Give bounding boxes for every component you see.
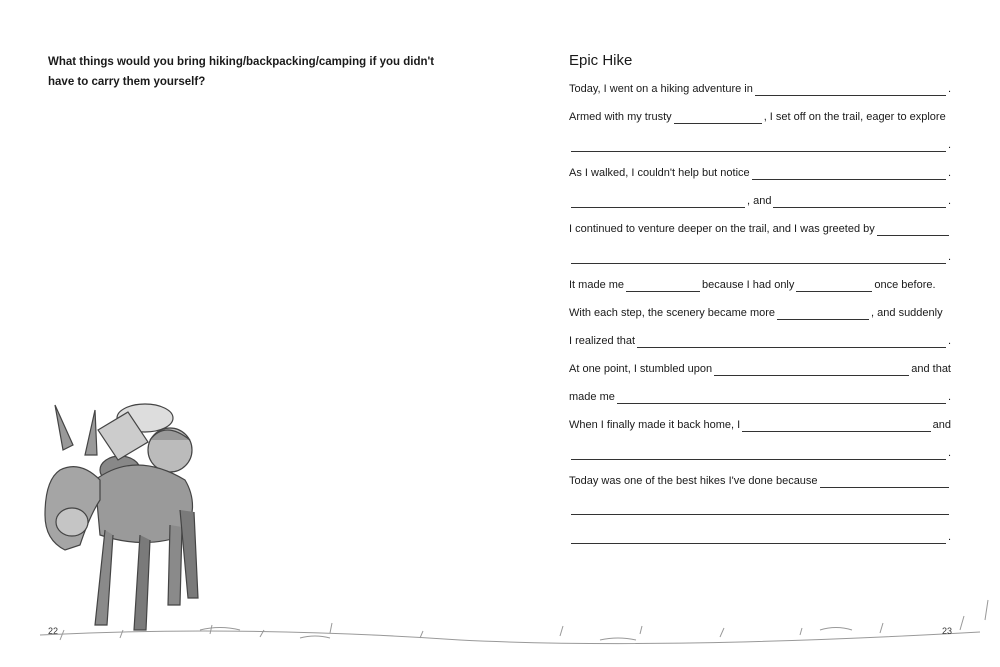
journal-prompt: What things would you bring hiking/backpacking/camping if you didn't have to carry them yourself? <box>48 56 435 88</box>
blank-3[interactable] <box>571 139 946 152</box>
prompt-line-11: At one point, I stumbled upon and that <box>569 363 951 375</box>
blank-5[interactable] <box>571 195 745 208</box>
prompt-line-15: Today was one of the best hikes I've done because <box>569 474 951 488</box>
page-number: 23 <box>942 626 953 636</box>
blank-2[interactable] <box>674 111 762 124</box>
blank-14[interactable] <box>617 391 946 404</box>
blank-19[interactable] <box>571 531 946 544</box>
prompt-line-17: . <box>569 530 951 544</box>
blank-9[interactable] <box>626 279 700 292</box>
prompt-line-7: . <box>569 250 951 264</box>
prompt-line-14: . <box>569 446 951 460</box>
prompt-line-3: . <box>569 138 951 152</box>
prompt-line-13: When I finally made it back home, I and <box>569 419 951 431</box>
blank-11[interactable] <box>777 307 869 320</box>
blank-8[interactable] <box>571 251 946 264</box>
prompt-line-16 <box>569 502 951 515</box>
blank-1[interactable] <box>755 83 946 96</box>
blank-17[interactable] <box>820 475 949 488</box>
blank-7[interactable] <box>877 223 949 236</box>
prompt-line-8: It made me because I had only once before. <box>569 279 936 291</box>
page-number: 22 <box>48 626 59 636</box>
prompt-line-2: Armed with my trusty , I set off on the trail, eager to explore <box>569 111 946 123</box>
blank-13[interactable] <box>714 363 909 376</box>
prompt-line-5: , and . <box>569 194 951 208</box>
blank-12[interactable] <box>637 335 946 348</box>
blank-15[interactable] <box>742 419 930 432</box>
prompt-line-6: I continued to venture deeper on the trail, and I was greeted by <box>569 222 951 236</box>
blank-16[interactable] <box>571 447 946 460</box>
prompt-line-10: I realized that . <box>569 335 951 347</box>
blank-18[interactable] <box>571 502 949 515</box>
blank-4[interactable] <box>752 167 946 180</box>
prompt-line-4: As I walked, I couldn't help but notice . <box>569 167 951 179</box>
prompt-line-9: With each step, the scenery became more , and suddenly <box>569 307 943 319</box>
blank-6[interactable] <box>773 195 945 208</box>
prompt-line-12: made me . <box>569 391 951 403</box>
blank-10[interactable] <box>796 279 872 292</box>
page-title: Epic Hike <box>569 52 633 69</box>
prompt-line-1: Today, I went on a hiking adventure in . <box>569 83 951 95</box>
right-page <box>500 0 1000 667</box>
